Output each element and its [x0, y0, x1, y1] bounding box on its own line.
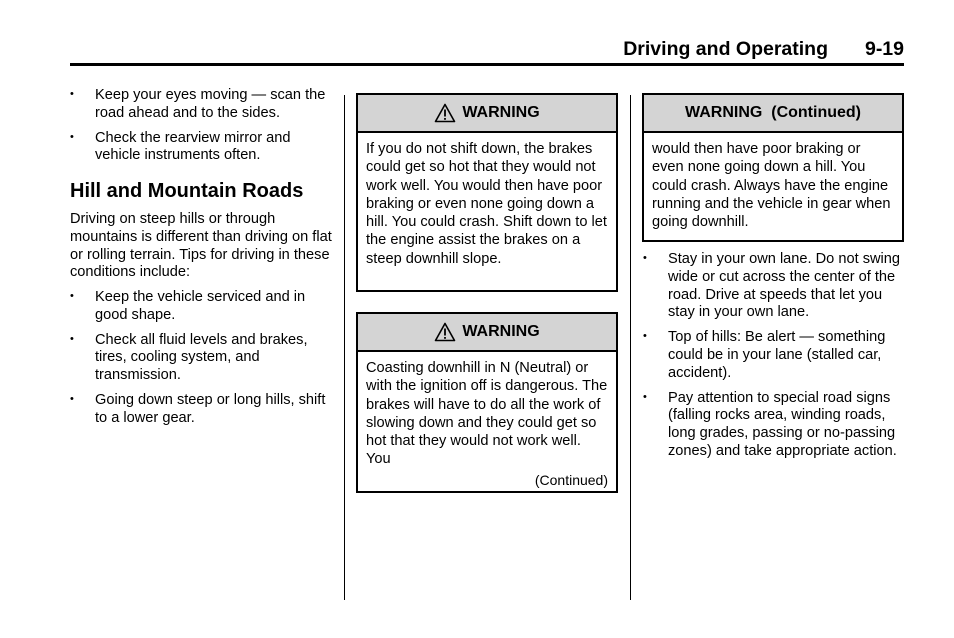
list-item: • Stay in your own lane. Do not swing wide or cut across the center of the road. Drive at speeds that let you stay in your own lane. [643, 251, 905, 322]
list-item: • Going down steep or long hills, shift to a lower gear. [70, 392, 338, 428]
warning-label: WARNING [462, 323, 540, 340]
warning-header [358, 95, 616, 133]
header-rule [70, 63, 904, 66]
warning-label: WARNING (Continued) [685, 104, 861, 121]
section-heading: Hill and Mountain Roads [70, 180, 304, 202]
list-item: • Check the rearview mirror and vehicle instruments often. [70, 130, 338, 166]
warning-text: If you do not shift down, the brakes could get so hot that they would not work well. You would then have poor braking or even none going down a hill. You could crash. Shift down to let the engine assist the brakes on a steep downhill slope. [366, 141, 607, 267]
chapter-title: Driving and Operating [623, 38, 828, 60]
warning-box-shift-down [356, 93, 618, 292]
column-divider-2 [630, 95, 631, 600]
warning-header [358, 314, 616, 352]
column-divider-1 [344, 95, 345, 600]
list-item: • Pay attention to special road signs (falling rocks area, winding roads, long grades, passing or no-passing zones) and take appropriate action. [643, 390, 905, 461]
list-item: • Keep the vehicle serviced and in good shape. [70, 289, 338, 325]
warning-text: would then have poor braking or even none going down a hill. You could crash. Always have the engine running and the vehicle in gear when going downhill. [652, 141, 891, 231]
warning-header [644, 95, 902, 133]
warning-text: Coasting downhill in N (Neutral) or with the ignition off is dangerous. The brakes will have to do all the work of slowing down and they could get so hot that they would not work well. You [366, 360, 608, 468]
bullet-list-top [70, 87, 338, 172]
page-header [70, 38, 904, 64]
page-number: 9-19 [864, 38, 904, 60]
warning-triangle-icon [434, 322, 456, 342]
warning-box-continued [642, 93, 904, 242]
warning-box-coasting [356, 312, 618, 493]
list-item: • Check all fluid levels and brakes, tires, cooling system, and transmission. [70, 332, 338, 385]
bullet-list-hill-tips [70, 289, 338, 435]
bullet-list-driving-tips [643, 251, 905, 468]
list-item: • Top of hills: Be alert — something could be in your lane (stalled car, accident). [643, 329, 905, 382]
warning-triangle-icon [434, 103, 456, 123]
warning-label: WARNING [462, 104, 540, 121]
continued-note: (Continued) [534, 471, 608, 488]
list-item: • Keep your eyes moving — scan the road ahead and to the sides. [70, 87, 338, 123]
intro-paragraph: Driving on steep hills or through mountains is different than driving on flat or rolling terrain. Tips for driving in these conditions include: [70, 211, 332, 281]
